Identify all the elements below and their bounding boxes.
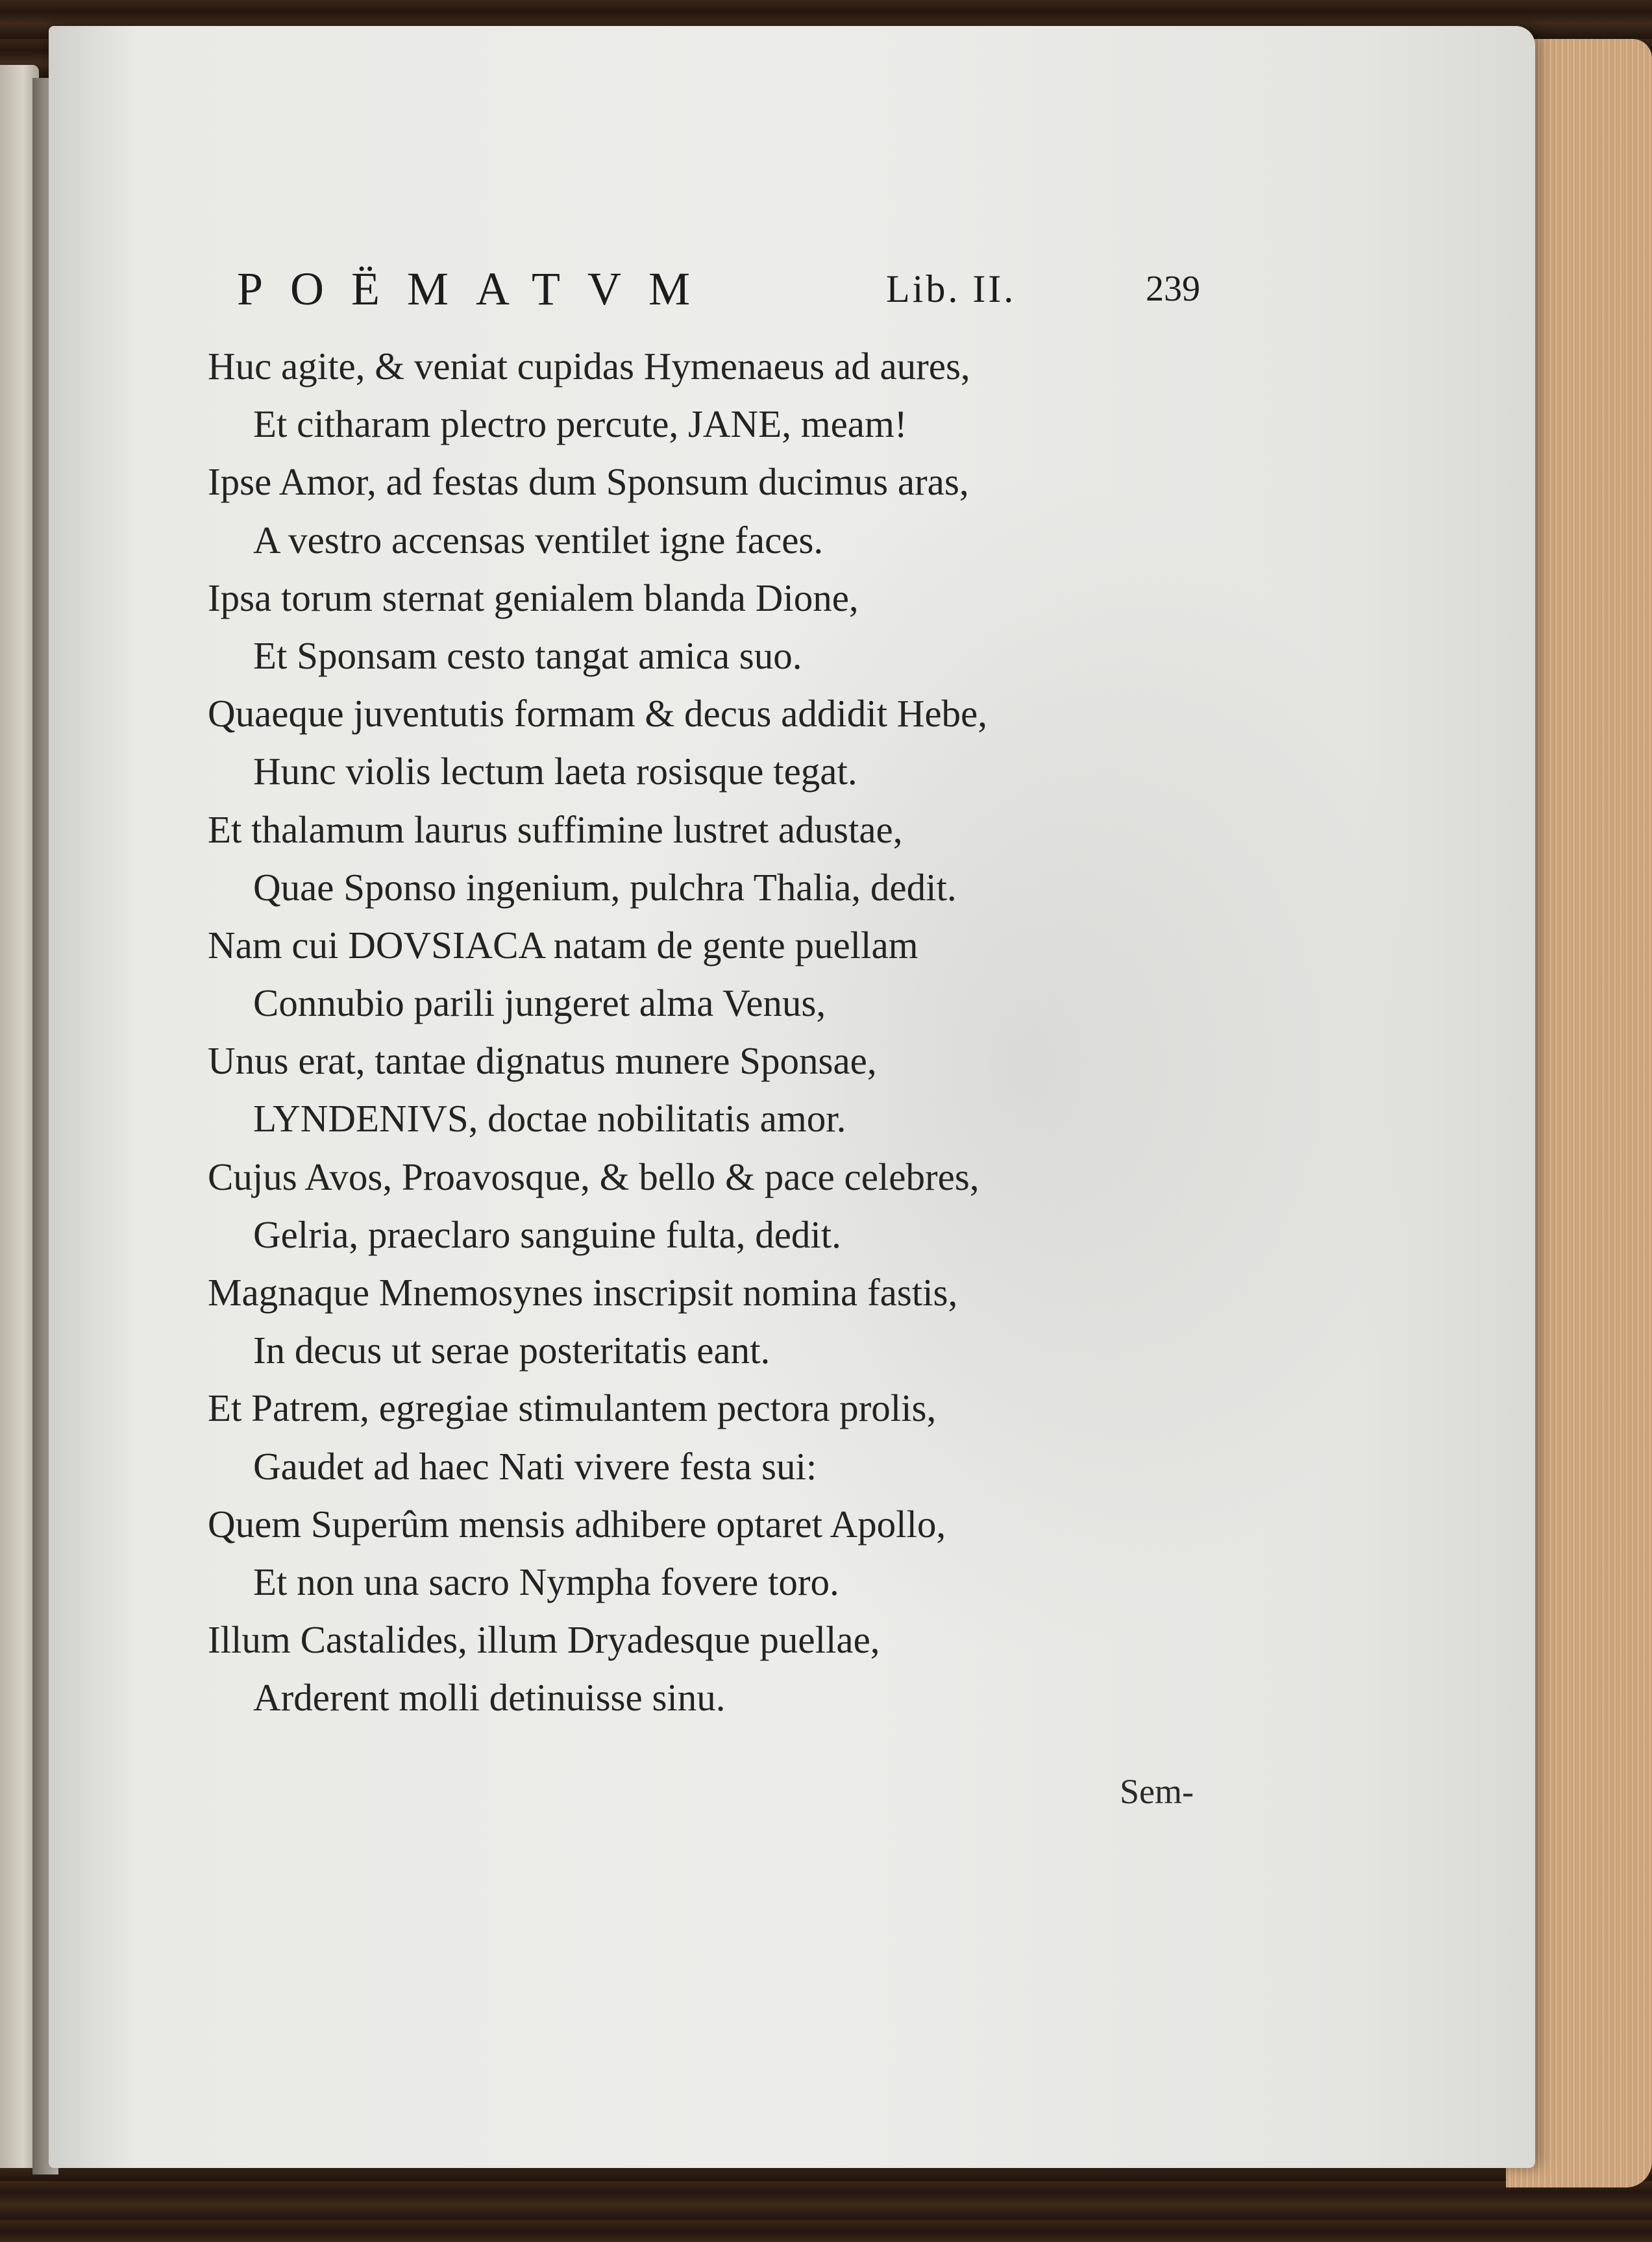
verse-line: Ipsa torum sternat genialem blanda Dione, [208, 576, 859, 619]
verse-line: In decus ut serae posteritatis eant. [253, 1329, 771, 1372]
running-head-title: POËMATVM [237, 263, 718, 315]
verse-line: Gelria, praeclaro sanguine fulta, dedit. [253, 1213, 841, 1256]
book-page [49, 26, 1535, 2168]
verse-line: Gaudet ad haec Nati vivere festa sui: [253, 1444, 817, 1488]
verse-line: Magnaque Mnemosynes inscripsit nomina fastis, [208, 1271, 958, 1314]
verse-line: Arderent molli detinuisse sinu. [253, 1676, 726, 1719]
verse-line: Unus erat, tantae dignatus munere Sponsae, [208, 1039, 877, 1083]
catchword: Sem- [1120, 1772, 1194, 1811]
verse-line: Et Sponsam cesto tangat amica suo. [253, 634, 802, 677]
verse-line: Et Patrem, egregiae stimulantem pectora prolis, [208, 1386, 937, 1430]
verse-line: Huc agite, & veniat cupidas Hymenaeus ad aures, [208, 345, 970, 388]
verse-line: Et citharam plectro percute, JANE, meam! [253, 402, 907, 446]
verse-line: Quem Superûm mensis adhibere optaret Apollo, [208, 1502, 946, 1546]
verse-line: Hunc violis lectum laeta rosisque tegat. [253, 750, 857, 793]
verse-list [208, 338, 1246, 1727]
verse-line: Connubio parili jungeret alma Venus, [253, 981, 826, 1025]
verse-line: LYNDENIVS, doctae nobilitatis amor. [253, 1097, 846, 1140]
page-number: 239 [1146, 269, 1200, 309]
verse-line: Et non una sacro Nympha fovere toro. [253, 1560, 839, 1603]
verse-line: Cujus Avos, Proavosque, & bello & pace celebres, [208, 1155, 980, 1198]
running-head [237, 260, 1224, 318]
verse-line: Nam cui DOVSIACA natam de gente puellam [208, 923, 918, 967]
verse-line: Quaeque juventutis formam & decus addidit Hebe, [208, 692, 987, 735]
running-head-book: Lib. II. [886, 267, 1017, 310]
verse-line: Et thalamum laurus suffimine lustret adustae, [208, 807, 903, 851]
verse-line: A vestro accensas ventilet igne faces. [253, 518, 824, 561]
verse-line: Illum Castalides, illum Dryadesque puellae, [208, 1618, 880, 1662]
verse-line: Ipse Amor, ad festas dum Sponsum ducimus aras, [208, 460, 969, 504]
verse-line: Quae Sponso ingenium, pulchra Thalia, dedit. [253, 865, 957, 909]
